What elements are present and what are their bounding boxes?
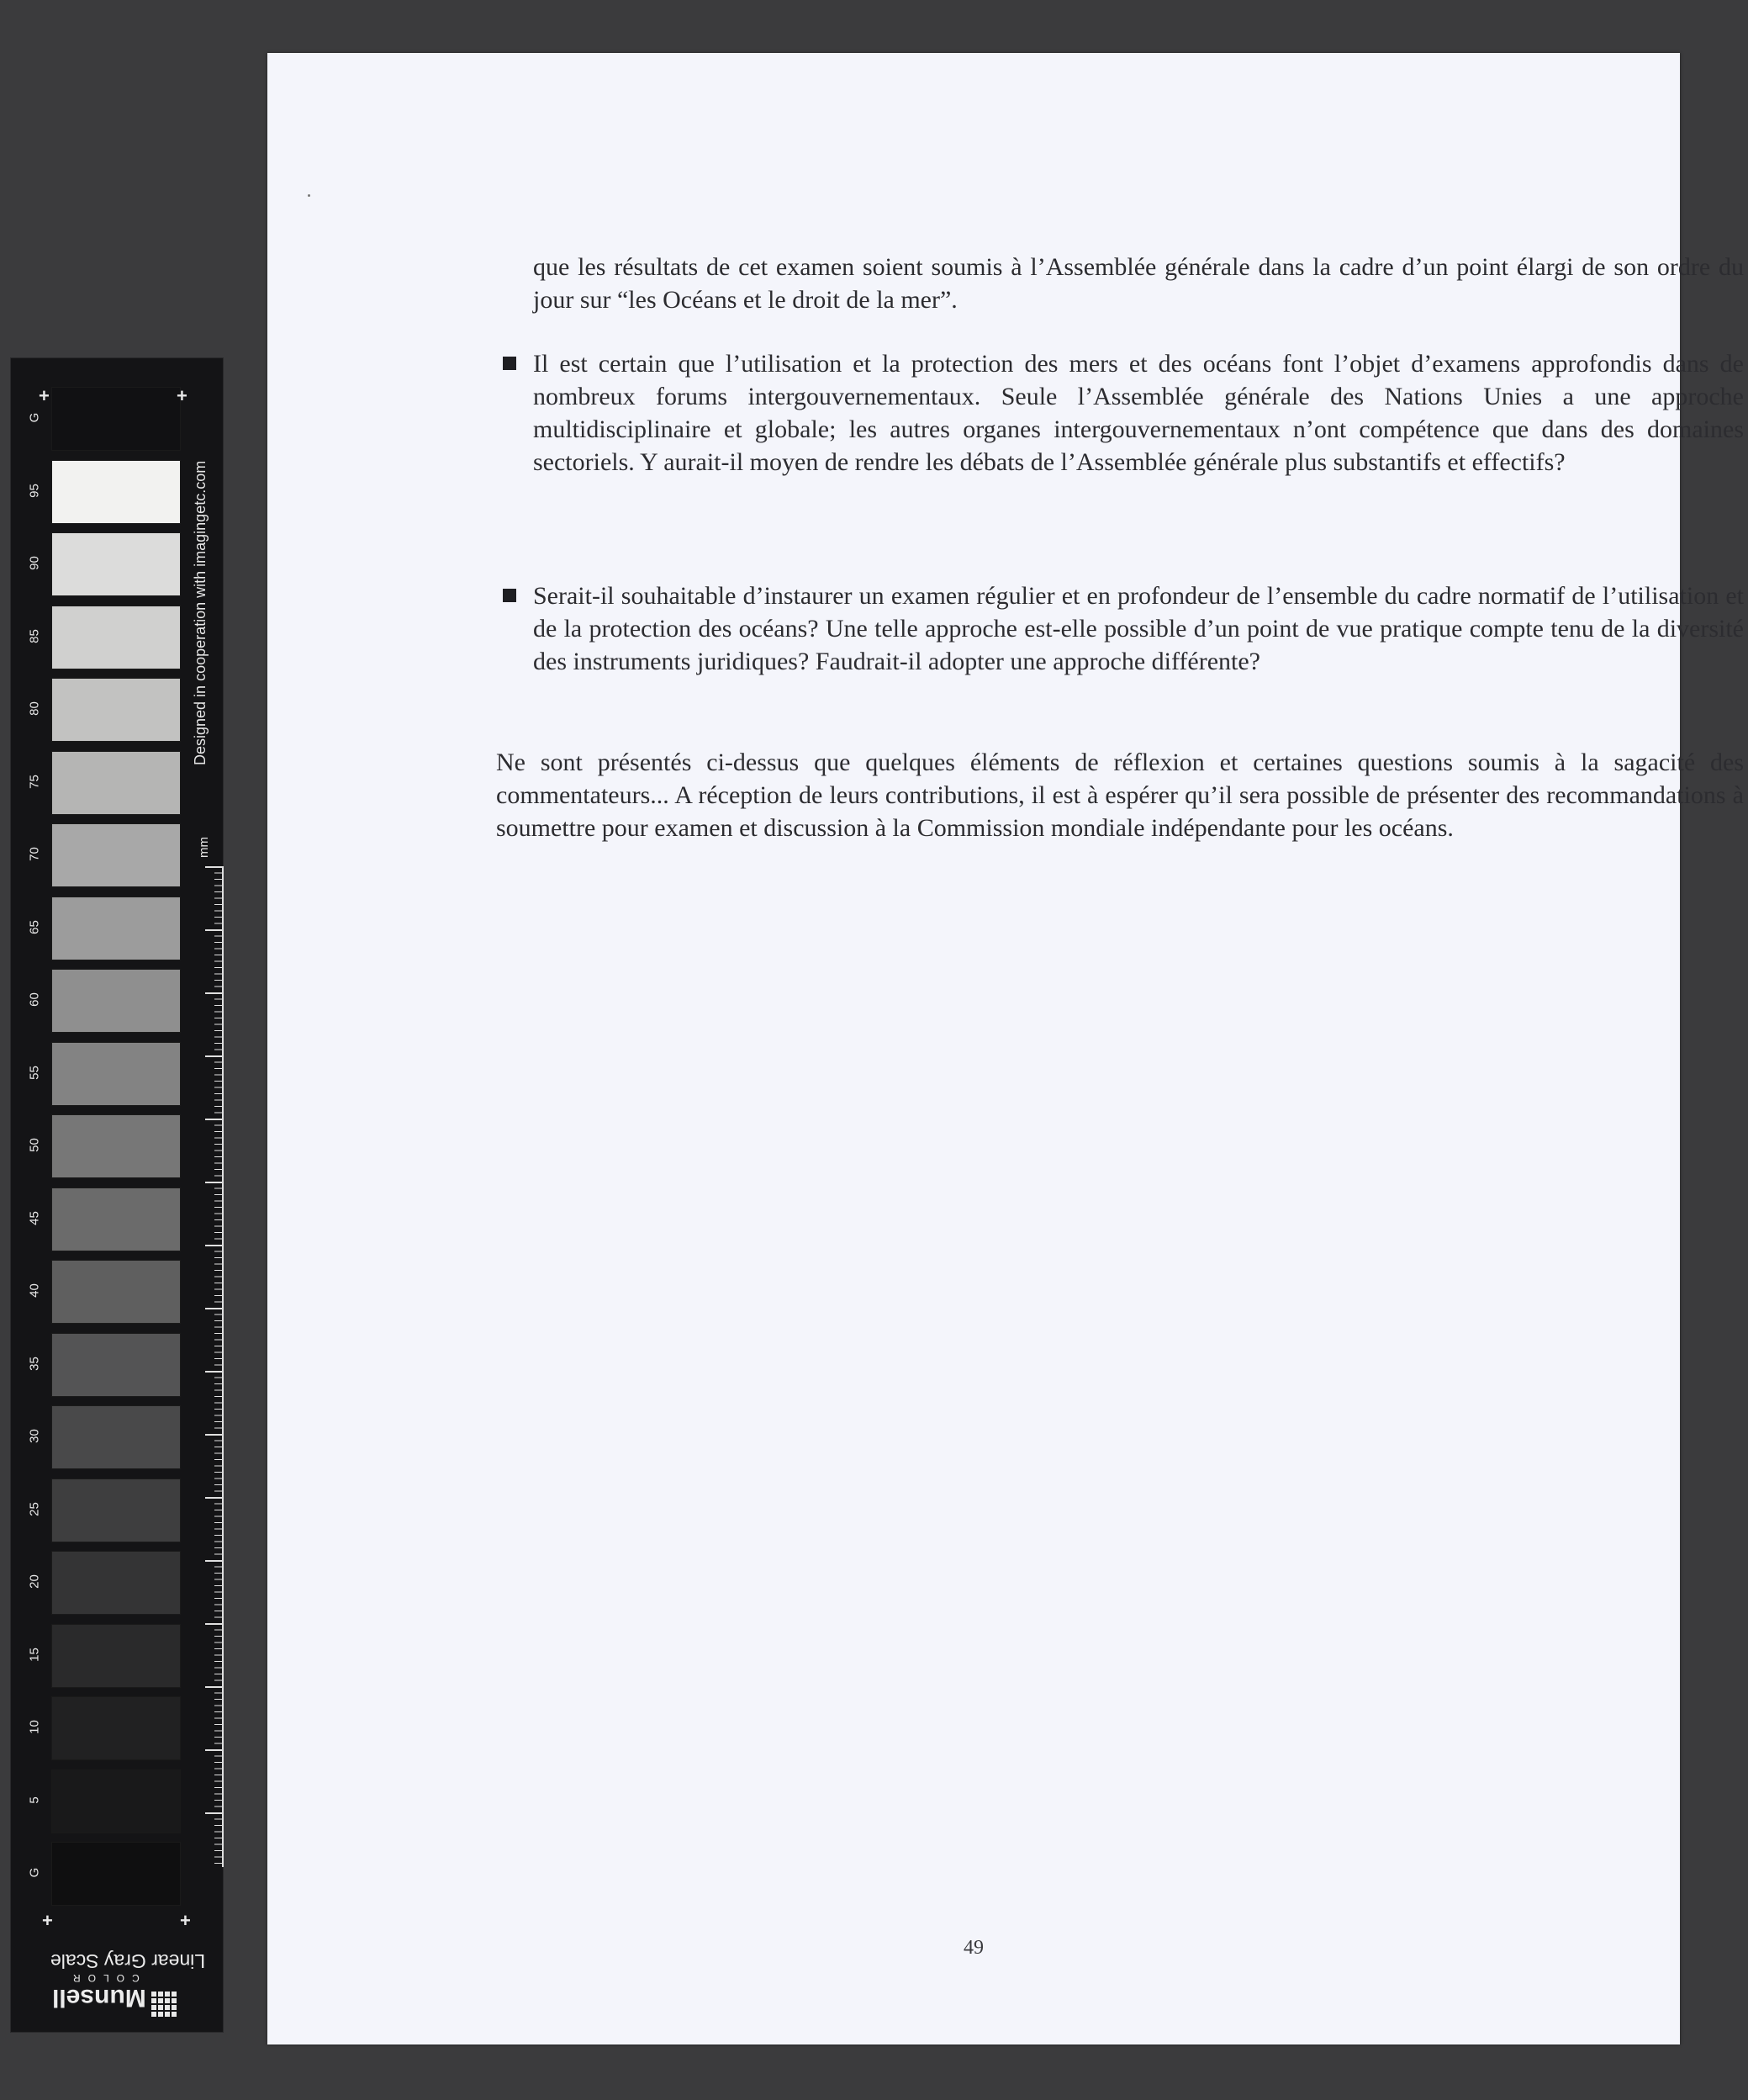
document-page (267, 53, 1744, 2044)
gray-swatch (51, 1842, 181, 1906)
gray-swatch (51, 1405, 181, 1469)
gray-swatch (51, 460, 181, 524)
gray-swatch (51, 969, 181, 1033)
gray-swatch (51, 387, 181, 451)
gray-step-label: 85 (27, 628, 42, 643)
gray-step-label: 5 (27, 1796, 42, 1804)
gray-step-label: G (27, 412, 42, 423)
millimeter-ruler (205, 866, 222, 1867)
gray-step-label: 75 (27, 774, 42, 789)
munsell-grid-icon (150, 1990, 178, 2018)
gray-step-label: 55 (27, 1065, 42, 1080)
bullet-square-icon (503, 589, 516, 602)
gray-step-label: 10 (27, 1720, 42, 1734)
gray-step-label: 20 (27, 1574, 42, 1589)
gray-step-label: 90 (27, 556, 42, 570)
ruler-baseline (222, 866, 224, 1867)
registration-plus-top-right: + (177, 385, 187, 406)
bullet-square-icon (503, 357, 516, 370)
page-number: 49 (964, 1937, 984, 1959)
gray-step-label: 60 (27, 992, 42, 1007)
gray-swatch (51, 1551, 181, 1615)
gray-step-label: 35 (27, 1356, 42, 1371)
closing-paragraph: Ne sont présentés ci-dessus que quelques éléments de réflexion et certaines questions soumis à la sagacité des commentateurs... A réception de leurs contributions, il est à espérer qu’il sera possible de présenter des recommandations à soumettre pour examen et discussion à la Commission mondiale indépendante pour les océans. (496, 748, 1744, 842)
gray-swatch (51, 1042, 181, 1106)
gray-swatch (51, 678, 181, 742)
gray-step-label: 15 (27, 1647, 42, 1662)
gray-step-label: 70 (27, 847, 42, 861)
gray-step-label: 45 (27, 1210, 42, 1225)
gray-swatch (51, 1769, 181, 1833)
registration-plus-bottom-left: + (42, 1910, 53, 1931)
gray-step-label: 30 (27, 1429, 42, 1443)
gray-swatch (51, 1188, 181, 1251)
gray-swatch (51, 1114, 181, 1178)
gray-step-label: 95 (27, 483, 42, 498)
registration-plus-bottom-right: + (180, 1910, 191, 1931)
gray-step-label: 25 (27, 1501, 42, 1516)
gray-step-label: 50 (27, 1138, 42, 1152)
gray-swatch (51, 897, 181, 960)
gray-swatch (51, 1696, 181, 1760)
gray-swatch (51, 606, 181, 669)
gray-step-label: 80 (27, 701, 42, 716)
gray-step-label: 40 (27, 1283, 42, 1298)
ruler-unit-label: mm (197, 837, 211, 858)
bullet-paragraph-1: Il est certain que l’utilisation et la protection des mers et des océans font l’objet d’examens approfondis dans de nombreux forums intergouvernementaux. Seule l’Assemblée générale des Nations Unies a une approche multidisciplinaire et globale; les autres organes intergouvernementaux n’ont compétence que dans des domaines sectoriels. Y aurait-il moyen de rendre les débats de l’Assemblée générale plus substantifs et effectifs? (533, 350, 1744, 476)
registration-plus-top-left: + (39, 385, 50, 406)
product-name: Linear Gray Scale (50, 1950, 206, 1972)
gray-swatch (51, 1624, 181, 1688)
credit-text: Designed in cooperation with imagingetc.com (192, 460, 209, 765)
intro-continuation-paragraph: que les résultats de cet examen soient soumis à l’Assemblée générale dans la cadre d’un point élargi de son ordre du jour sur “les Océans et le droit de la mer”. (533, 253, 1744, 314)
bullet-paragraph-2: Serait-il souhaitable d’instaurer un examen régulier et en profondeur de l’ensemble du cadre normatif de l’utilisation et de la protection des océans? Une telle approche est-elle possible d’un point de vue pratique compte tenu de la diversité des instruments juridiques? Faudrait-il adopter une approche différente? (533, 582, 1744, 675)
gray-swatch (51, 1260, 181, 1324)
brand-logo-text: Munsell (52, 1984, 146, 2012)
gray-step-label: 65 (27, 919, 42, 934)
gray-swatch (51, 751, 181, 815)
gray-swatch (51, 1478, 181, 1542)
brand-sub-label: COLOR (66, 1972, 140, 1984)
gray-swatch (51, 532, 181, 596)
gray-step-label: G (27, 1867, 42, 1878)
gray-swatch (51, 1333, 181, 1397)
gray-swatch (51, 823, 181, 887)
paper-speck (308, 194, 310, 197)
